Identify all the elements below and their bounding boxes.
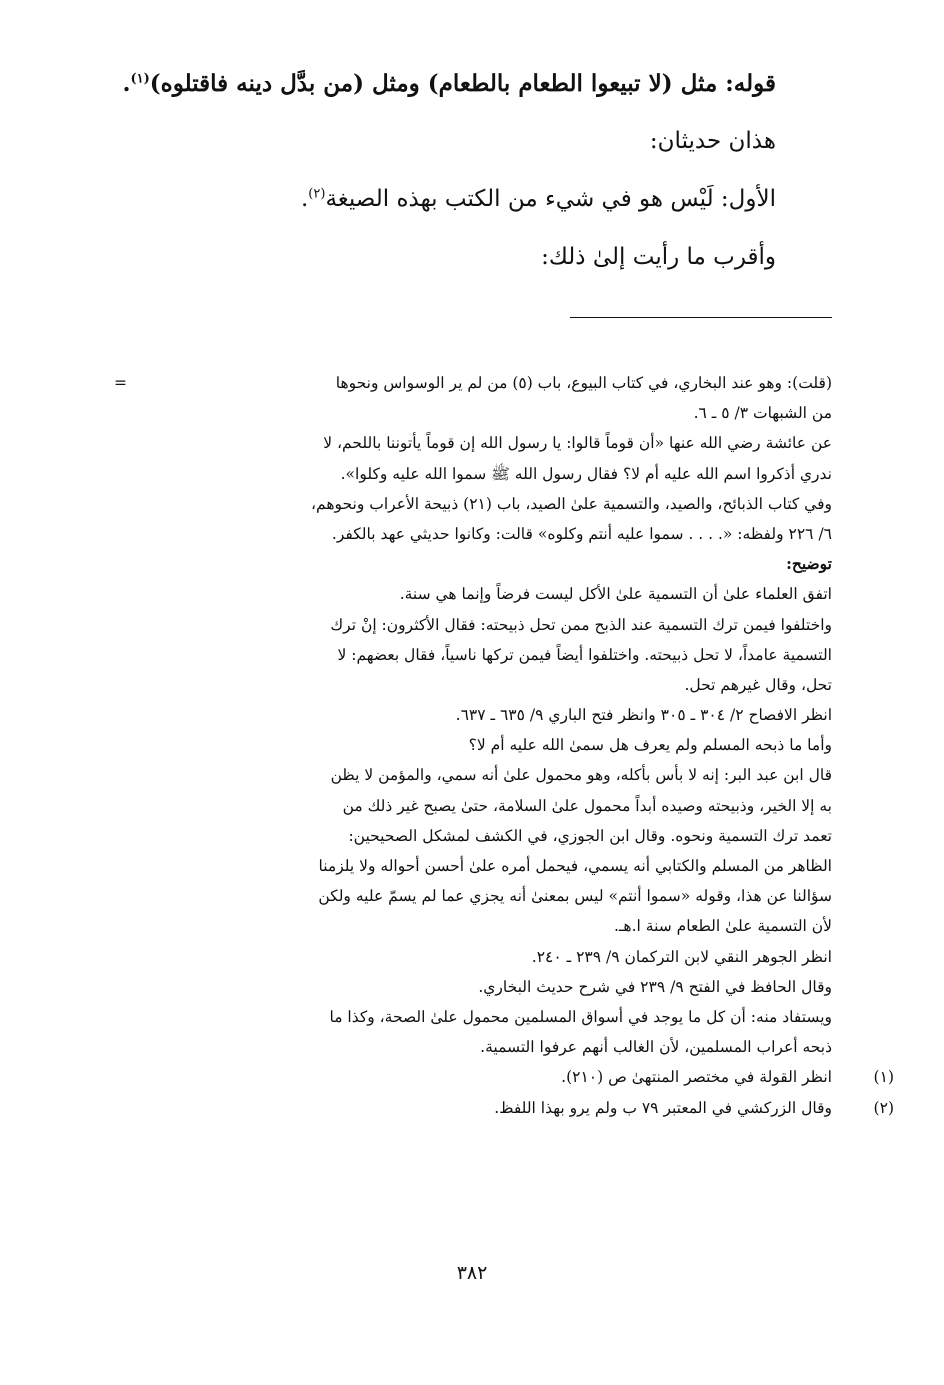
footnote-line: انظر الجوهر النقي لابن التركمان ٩/ ٢٣٩ ـ ٢٤٠. (531, 947, 832, 966)
footnote-line: سؤالنا عن هذا، وقوله «سموا أنتم» ليس بمعنىٰ أنه يجزي عما لم يسمّ عليه ولكن (318, 887, 832, 906)
footnote-line: به إلا الخير، وذبيحته وصيده أبداً محمول علىٰ السلامة، حتىٰ يصبح غير ذلك من (342, 796, 832, 815)
footnote-line: قال ابن عبد البر: إنه لا بأس بأكله، وهو محمول علىٰ أنه سمي، والمؤمن لا يظن (330, 766, 832, 785)
main-line-1-end: . (122, 70, 131, 97)
footnote-ref-1: (١) (130, 71, 150, 87)
main-line-3 (136, 184, 776, 215)
footnote-line: انظر الافصاح ٢/ ٣٠٤ ـ ٣٠٥ وانظر فتح الباري ٩/ ٦٣٥ ـ ٦٣٧. (455, 706, 832, 725)
page-number: ٣٨٢ (456, 1262, 488, 1284)
footnotes (92, 368, 894, 1123)
footnote-1 (92, 1062, 894, 1092)
footnote-line: ويستفاد منه: أن كل ما يوجد في أسواق المسلمين محمول علىٰ الصحة، وكذا ما (329, 1007, 832, 1026)
main-line-1-text: قوله: مثل (لا تبيعوا الطعام بالطعام) ومثل (من بدَّل دينه فاقتلوه) (149, 70, 776, 97)
footnote-1-text: انظر القولة في مختصر المنتهىٰ ص (٢١٠). (561, 1068, 832, 1087)
main-line-2: هذان حديثان: (649, 128, 776, 154)
footnote-line: وقال الحافظ في الفتح ٩/ ٢٣٩ في شرح حديث البخاري. (478, 977, 832, 996)
main-text (122, 68, 776, 300)
footnote-line: وفي كتاب الذبائح، والصيد، والتسمية علىٰ الصيد، باب (٢١) ذبيحة الأعراب ونحوهم، (311, 494, 832, 513)
footnote-line: واختلفوا فيمن ترك التسمية عند الذبح ممن تحل ذبيحته: فقال الأكثرون: إنْ ترك (330, 615, 832, 634)
footnote-2 (92, 1093, 894, 1123)
footnote-line: ندري أذكروا اسم الله عليه أم لا؟ فقال رسول الله ﷺ سموا الله عليه وكلوا». (340, 464, 832, 483)
footnote-line: الظاهر من المسلم والكتابي أنه يسمي، فيحمل أمره علىٰ أحسن أحواله ولا يلزمنا (318, 857, 832, 875)
footnote-line: اتفق العلماء علىٰ أن التسمية علىٰ الأكل ليست فرضاً وإنما هي سنة. (399, 585, 832, 604)
footnote-number-1: (١) (873, 1068, 894, 1087)
footnote-line-text: (قلت): وهو عند البخاري، في كتاب البيوع، باب (٥) من لم ير الوسواس ونحوها (335, 374, 832, 392)
footnote-line: ٦/ ٢٢٦ ولفظه: «. . . . سموا عليه أنتم وكلوه» قالت: وكانوا حديثي عهد بالكفر. (331, 524, 832, 543)
main-line-4: وأقرب ما رأيت إلىٰ ذلك: (541, 244, 776, 270)
footnote-separator (570, 317, 832, 318)
continuation-mark-text: = (114, 374, 127, 392)
footnote-line (92, 368, 832, 398)
footnote-line: التسمية عامداً، لا تحل ذبيحته. واختلفوا أيضاً فيمن تركها ناسياً، فقال بعضهم: لا (337, 645, 832, 664)
footnote-line: عن عائشة رضي الله عنها «أن قوماً قالوا: يا رسول الله إن قوماً يأتوننا باللحم، لا (323, 434, 832, 453)
footnote-2-text: وقال الزركشي في المعتبر ٧٩ ب ولم يرو بهذا اللفظ. (494, 1098, 832, 1117)
main-line-3-text: الأول: لَيْس هو في شيء من الكتب بهذه الصيغة (325, 186, 776, 212)
main-line-quote (122, 68, 776, 99)
footnote-line: من الشبهات ٣/ ٥ ـ ٦. (693, 404, 832, 423)
footnote-number-2: (٢) (873, 1098, 894, 1117)
footnote-line: ذبحه أعراب المسلمين، لأن الغالب أنهم عرفوا التسمية. (480, 1038, 832, 1057)
main-line-3-end: . (300, 186, 309, 212)
footnote-heading: توضيح: (786, 554, 832, 574)
footnote-line: تحل، وقال غيرهم تحل. (684, 675, 832, 694)
footnote-line: وأما ما ذبحه المسلم ولم يعرف هل سمىٰ الله عليه أم لا؟ (468, 736, 832, 755)
footnote-ref-2: (٢) (308, 186, 326, 202)
footnote-line: لأن التسمية علىٰ الطعام سنة ا.هـ. (613, 917, 832, 936)
footnote-line: تعمد ترك التسمية ونحوه. وقال ابن الجوزي، في الكشف لمشكل الصحيحين: (348, 826, 832, 845)
